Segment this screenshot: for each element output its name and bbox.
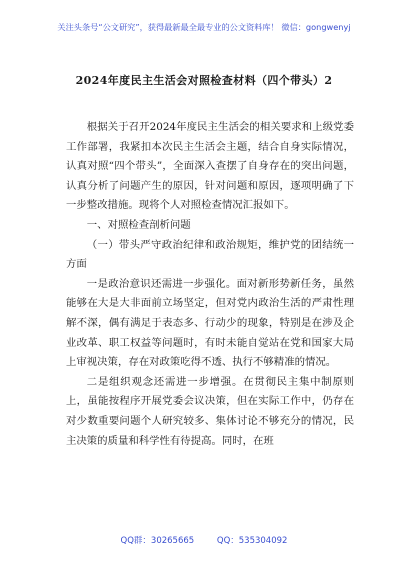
header-banner: 关注头条号“公文研究”，获得最新最全最专业的公文资料库！ 微信：gongwenyj	[57, 22, 351, 32]
footer-contacts	[0, 534, 408, 546]
section-heading: 一、对照检查剖析问题	[86, 218, 191, 231]
intro-paragraph: 根据关于召开2024年度民主生活会的相关要求和上级党委工作部署，我紧扣本次民主生活会主题，结合自身实际情况，认真对照“四个带头”，全面深入查摆了自身存在的突出问题，认真分析了问题产生的原因，针对问题和原因，逐项明确了下一步整改措施。现将个人对照检查情况汇报如下。	[66, 121, 354, 212]
body-paragraph-1: 一是政治意识还需进一步强化。面对新形势新任务，虽然能够在大是大非面前立场坚定，但对党内政治生活的严肃性理解不深，偶有满足于表态多、行动少的现象，特别是在涉及企业改革、职工权益等问题时，有时未能自觉站在党和国家大局上审视决策，存在对政策吃得不透、执行不够精准的情况。	[66, 277, 354, 369]
body-paragraph-2: 二是组织观念还需进一步增强。在贯彻民主集中制原则上，虽能按程序开展党委会议决策，但在实际工作中，仍存在对少数重要问题个人研究较多、集体讨论不够充分的情况，民主决策的质量和科学性有待提高。同时，在班	[66, 375, 354, 447]
qq-number: QQ：535304092	[216, 536, 288, 546]
document-title: 2024年度民主生活会对照检查材料（四个带头）2	[75, 74, 333, 87]
qq-group: QQ群：30265665	[120, 536, 195, 546]
document-body	[66, 118, 354, 451]
subsection-heading: （一）带头严守政治纪律和政治规矩，维护党的团结统一方面	[66, 238, 354, 271]
